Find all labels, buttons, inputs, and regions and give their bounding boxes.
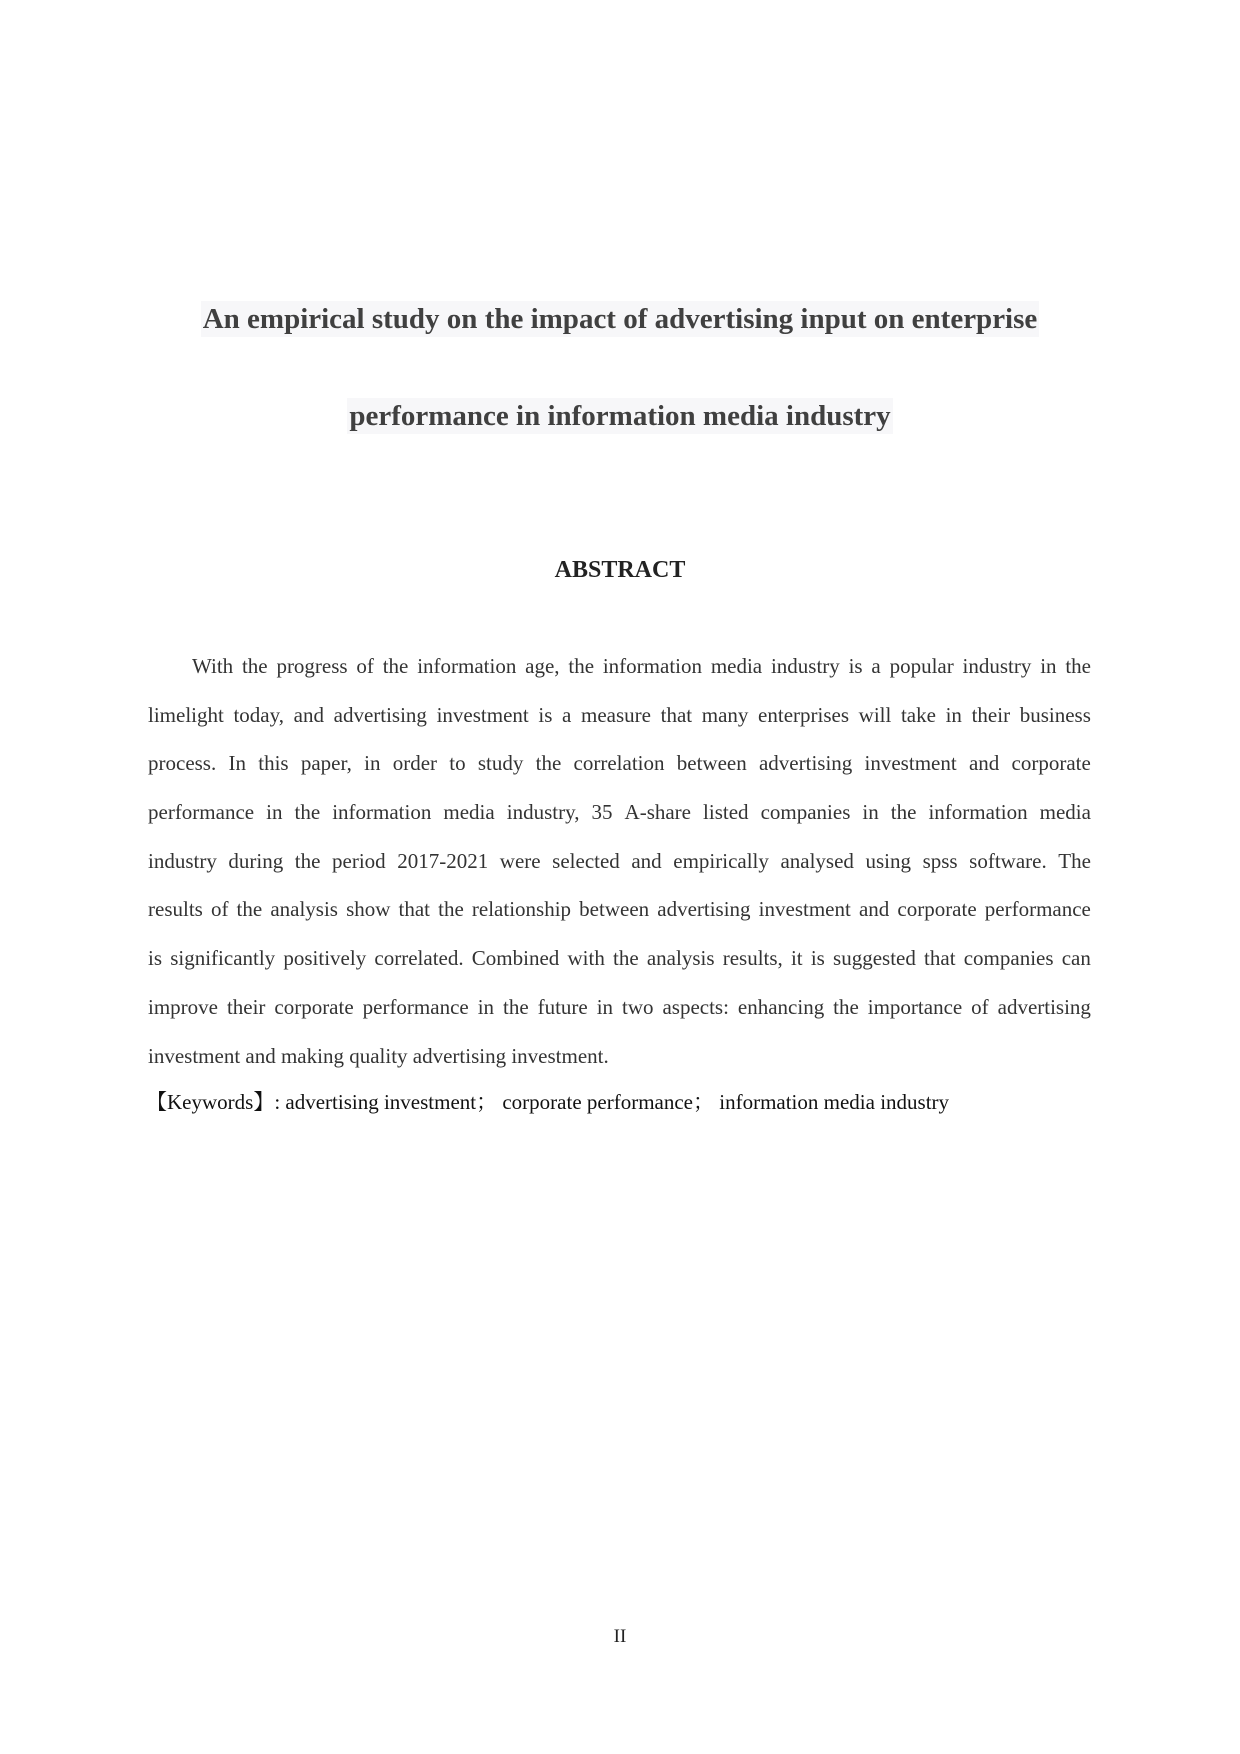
page-number: II — [613, 1626, 627, 1647]
abstract-line: performance in the information media industry, 35 A-share listed companies in the information media — [148, 800, 1091, 825]
abstract-line: limelight today, and advertising investment is a measure that many enterprises will take in their business — [148, 702, 1091, 727]
abstract-line: industry during the period 2017-2021 were selected and empirically analysed using spss software. The — [148, 848, 1091, 873]
abstract-line: results of the analysis show that the relationship between advertising investment and corporate performance — [148, 897, 1091, 922]
keywords: 【Keywords】: advertising investment； corporate performance； information media industry — [146, 1090, 950, 1114]
abstract-line: is significantly positively correlated. Combined with the analysis results, it is suggested that companies can — [148, 946, 1091, 971]
abstract-line: investment and making quality advertising investment. — [148, 1043, 609, 1068]
abstract-line: improve their corporate performance in the future in two aspects: enhancing the importance of advertising — [148, 994, 1091, 1019]
title-line-2: performance in information media industry — [349, 400, 891, 432]
abstract-line: process. In this paper, in order to study the correlation between advertising investment and corporate — [148, 751, 1091, 776]
abstract-heading: ABSTRACT — [554, 557, 686, 583]
title-line-1: An empirical study on the impact of advertising input on enterprise — [202, 303, 1038, 335]
abstract-body — [148, 650, 1091, 1088]
abstract-line: With the progress of the information age, the information media industry is a popular industry in the — [192, 654, 1091, 678]
